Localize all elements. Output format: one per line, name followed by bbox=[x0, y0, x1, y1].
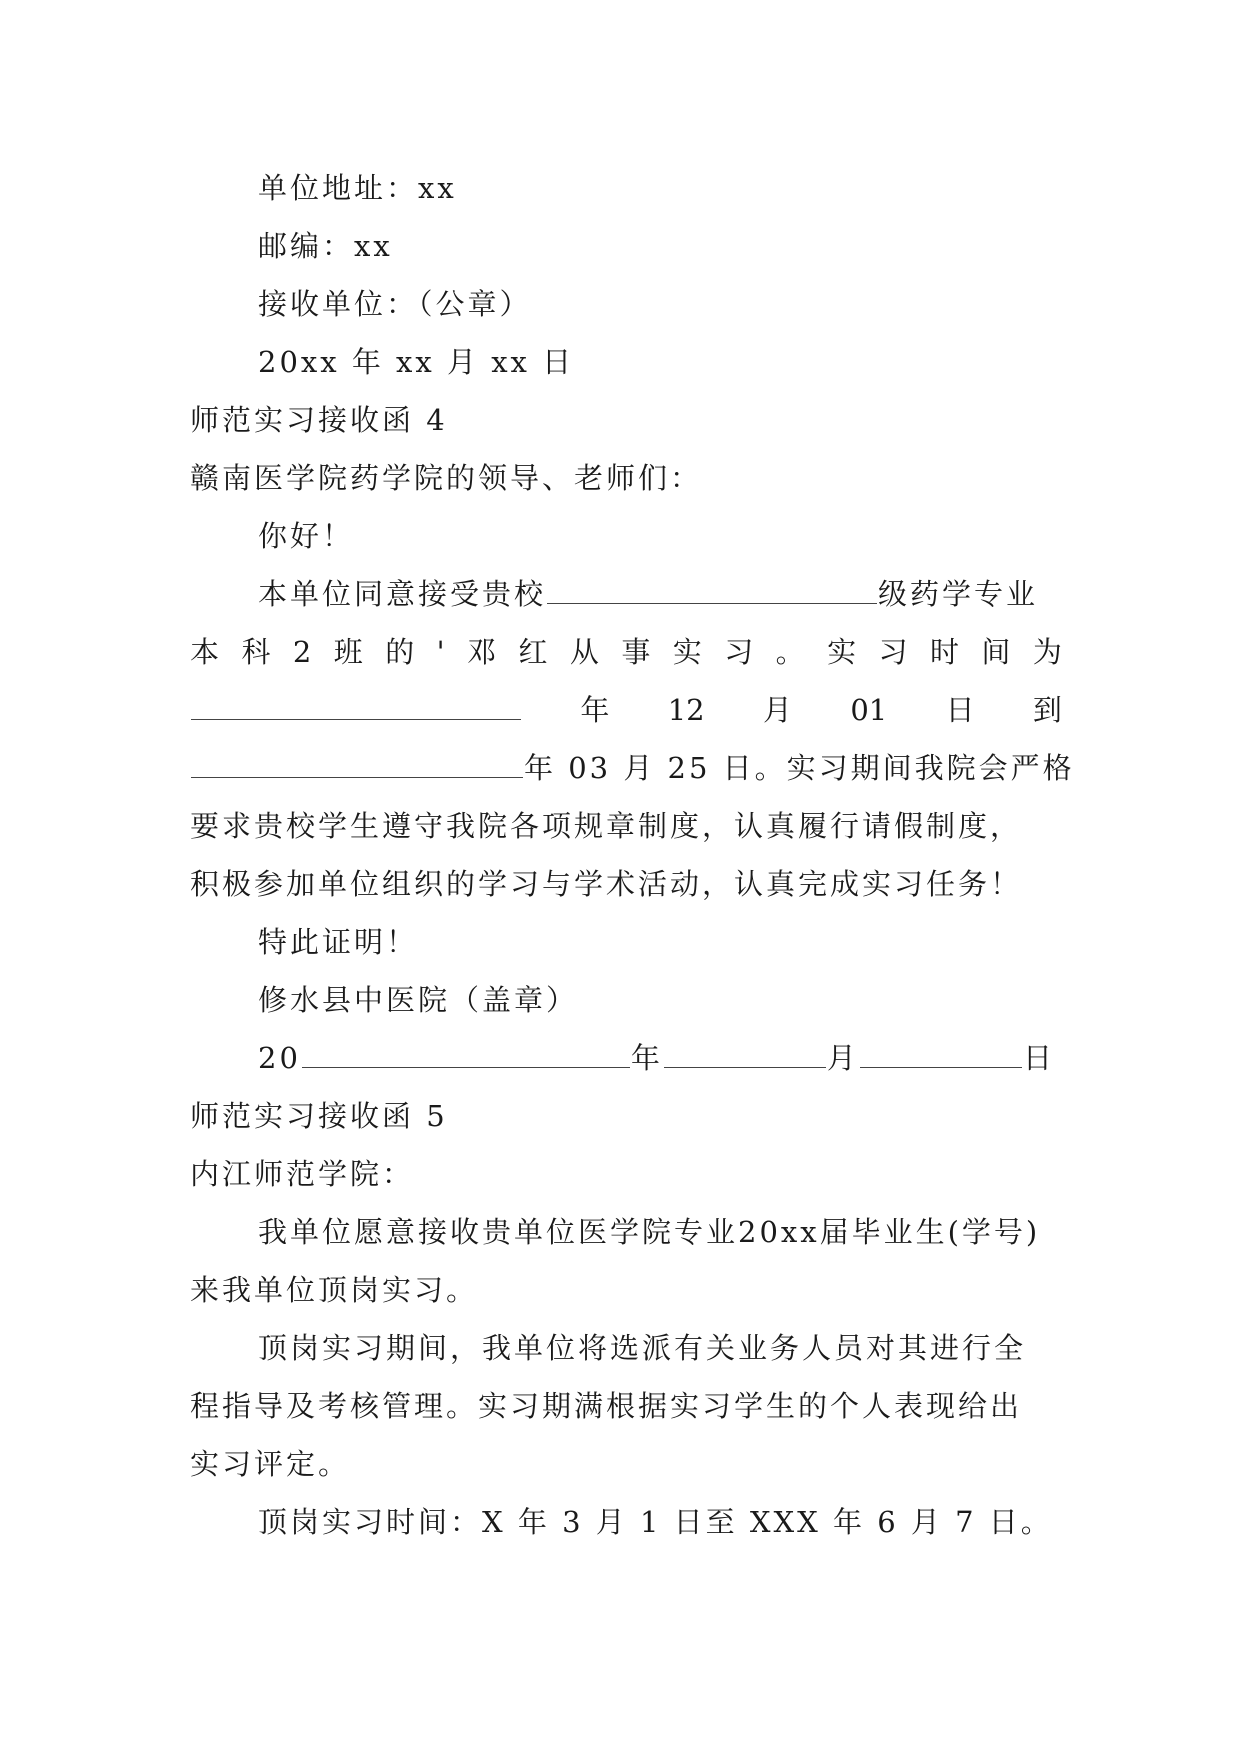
blank-line bbox=[191, 693, 521, 720]
body-text: 级药学专业 bbox=[878, 577, 1039, 611]
letter4-body-line3 bbox=[190, 690, 1062, 730]
letter4-greeting: 你好！ bbox=[258, 519, 355, 553]
letter4-body-line5: 要求贵校学生遵守我院各项规章制度，认真履行请假制度， bbox=[190, 809, 1023, 843]
letter4-signer: 修水县中医院（盖章） bbox=[258, 983, 579, 1017]
blank-line bbox=[664, 1041, 826, 1068]
letter5-para1-line2: 来我单位顶岗实习。 bbox=[190, 1273, 479, 1307]
letter4-body-line6: 积极参加单位组织的学习与学术活动，认真完成实习任务！ bbox=[190, 867, 1023, 901]
char: 间 bbox=[981, 635, 1011, 669]
char: 日 bbox=[945, 693, 975, 727]
receiving-unit: 接收单位：（公章） bbox=[258, 287, 532, 321]
char: 本 bbox=[190, 635, 220, 669]
date-year: 年 bbox=[630, 1041, 663, 1075]
char: 实 bbox=[672, 635, 702, 669]
letter4-title: 师范实习接收函 4 bbox=[190, 403, 448, 437]
letter5-para2-line3: 实习评定。 bbox=[190, 1447, 351, 1481]
body-text: 本单位同意接受贵校 bbox=[258, 577, 547, 611]
char: 2 bbox=[292, 635, 312, 669]
char: 习 bbox=[724, 635, 754, 669]
char: 邓 bbox=[467, 635, 497, 669]
letter4-proof: 特此证明！ bbox=[258, 925, 419, 959]
unit-address: 单位地址：xx bbox=[258, 171, 457, 205]
letter5-para3: 顶岗实习时间：X 年 3 月 1 日至 XXX 年 6 月 7 日。 bbox=[258, 1505, 1053, 1539]
char: 事 bbox=[621, 635, 651, 669]
char: 为 bbox=[1032, 635, 1062, 669]
date-prefix: 20 bbox=[258, 1041, 301, 1075]
date-month: 月 bbox=[826, 1041, 859, 1075]
letter4-body-line2 bbox=[190, 632, 1062, 672]
body-text: 年 03 月 25 日。实习期间我院会严格 bbox=[524, 751, 1075, 785]
char: ' bbox=[436, 635, 445, 669]
char: 到 bbox=[1032, 693, 1062, 727]
date-day: 日 bbox=[1022, 1041, 1055, 1075]
letter5-salutation: 内江师范学院： bbox=[190, 1157, 415, 1191]
char: 时 bbox=[929, 635, 959, 669]
letter5-title: 师范实习接收函 5 bbox=[190, 1099, 448, 1133]
char: 从 bbox=[569, 635, 599, 669]
blank-line bbox=[302, 1041, 630, 1068]
char: 科 bbox=[241, 635, 271, 669]
prev-letter-date: 20xx 年 xx 月 xx 日 bbox=[258, 345, 575, 379]
char: 年 bbox=[580, 693, 610, 727]
char: 12 bbox=[667, 693, 705, 727]
blank-line bbox=[547, 577, 877, 604]
letter4-date bbox=[258, 1038, 1055, 1078]
letter4-salutation: 赣南医学院药学院的领导、老师们： bbox=[190, 461, 703, 495]
letter5-para1-line1: 我单位愿意接收贵单位医学院专业20xx届毕业生(学号) bbox=[258, 1215, 1041, 1249]
letter5-para2-line1: 顶岗实习期间，我单位将选派有关业务人员对其进行全 bbox=[258, 1331, 1027, 1365]
letter4-body-line1 bbox=[258, 574, 1038, 614]
char: 班 bbox=[333, 635, 363, 669]
char: 红 bbox=[518, 635, 548, 669]
char: 习 bbox=[878, 635, 908, 669]
letter5-para2-line2: 程指导及考核管理。实习期满根据实习学生的个人表现给出 bbox=[190, 1389, 1023, 1423]
char: 01 bbox=[850, 693, 888, 727]
char: 的 bbox=[385, 635, 415, 669]
char: 。 bbox=[775, 635, 805, 669]
postcode: 邮编：xx bbox=[258, 229, 393, 263]
blank-line bbox=[860, 1041, 1022, 1068]
blank-line bbox=[191, 751, 523, 778]
char: 月 bbox=[762, 693, 792, 727]
char: 实 bbox=[827, 635, 857, 669]
letter4-body-line4 bbox=[190, 748, 1075, 788]
